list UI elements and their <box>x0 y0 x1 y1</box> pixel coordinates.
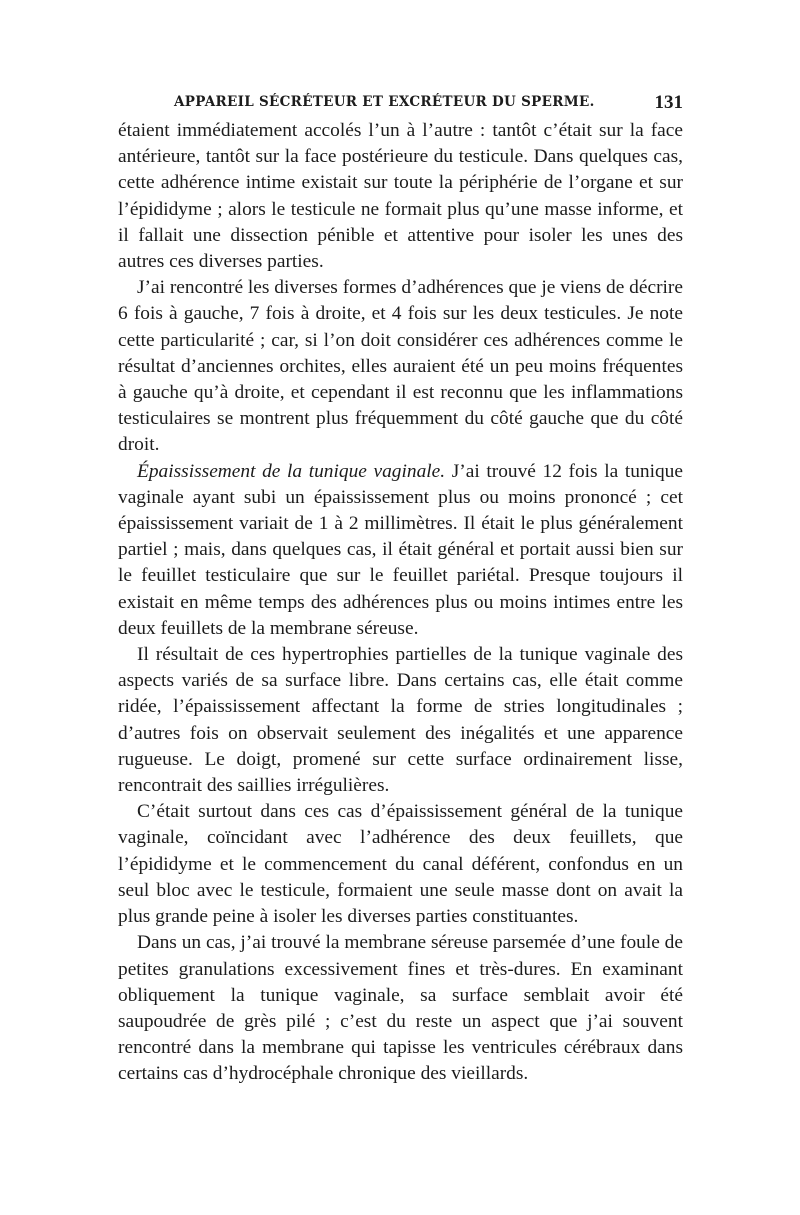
paragraph: Dans un cas, j’ai trouvé la membrane séreuse parsemée d’une foule de petites granulations excessivement fines et très-dures. En examinant obliquement la tunique vaginale, sa surface semblait avoir été saupoudrée de grès pilé ; c’est du reste un aspect que j’ai souvent rencontré dans la membrane qui tapisse les ventricules cérébraux dans certains cas d’hydrocéphale chronique des vieillards. <box>118 932 683 1085</box>
book-page <box>118 92 683 1088</box>
paragraph: J’ai rencontré les diverses formes d’adhérences que je viens de décrire 6 fois à gauche, 7 fois à droite, et 4 fois sur les deux testicules. Je note cette particularité ; car, si l’on doit considérer ces adhérences comme le résultat d’anciennes orchites, elles auraient été un peu moins fréquentes à gauche qu’à droite, et cependant il est reconnu que les inflammations testiculaires se montrent plus fréquemment du côté gauche que du côté droit. <box>118 277 683 456</box>
paragraph: Il résultait de ces hypertrophies partielles de la tunique vaginale des aspects variés de sa surface libre. Dans certains cas, elle était comme ridée, l’épaississement affectant la forme de stries longitudinales ; d’autres fois on observait seulement des inégalités et une apparence rugueuse. Le doigt, promené sur cette surface ordinairement lisse, rencontrait des saillies irrégulières. <box>118 644 683 797</box>
running-title: APPAREIL SÉCRÉTEUR ET EXCRÉTEUR DU SPERME. <box>174 94 595 110</box>
page-number: 131 <box>654 92 683 113</box>
body-text <box>118 118 683 1088</box>
paragraph: étaient immédiatement accolés l’un à l’autre : tantôt c’était sur la face antérieure, tantôt sur la face postérieure du testicule. Dans quelques cas, cette adhérence intime existait sur toute la périphérie de l’organe et sur l’épididyme ; alors le testicule ne formait plus qu’une masse informe, et il fallait une dissection pénible et attentive pour isoler les unes des autres ces diverses parties. <box>118 120 683 273</box>
paragraph: C’était surtout dans ces cas d’épaississement général de la tunique vaginale, coïncidant avec l’adhérence des deux feuillets, que l’épididyme et le commencement du canal déférent, confondus en un seul bloc avec le testicule, formaient une seule masse dont on avait la plus grande peine à isoler les diverses parties constituantes. <box>118 801 683 928</box>
paragraph-text: J’ai trouvé 12 fois la tunique vaginale ayant subi un épaississement plus ou moins prononcé ; cet épaississement variait de 1 à 2 millimètres. Il était le plus généralement partiel ; mais, dans quelques cas, il était général et portait aussi bien sur le feuillet testiculaire que sur le feuillet pariétal. Presque toujours il existait en même temps des adhérences plus ou moins intimes entre les deux feuillets de la membrane séreuse. <box>118 460 683 639</box>
running-header <box>118 92 683 114</box>
paragraph <box>118 459 683 642</box>
section-heading: Épaississement de la tunique vaginale. <box>137 460 446 482</box>
